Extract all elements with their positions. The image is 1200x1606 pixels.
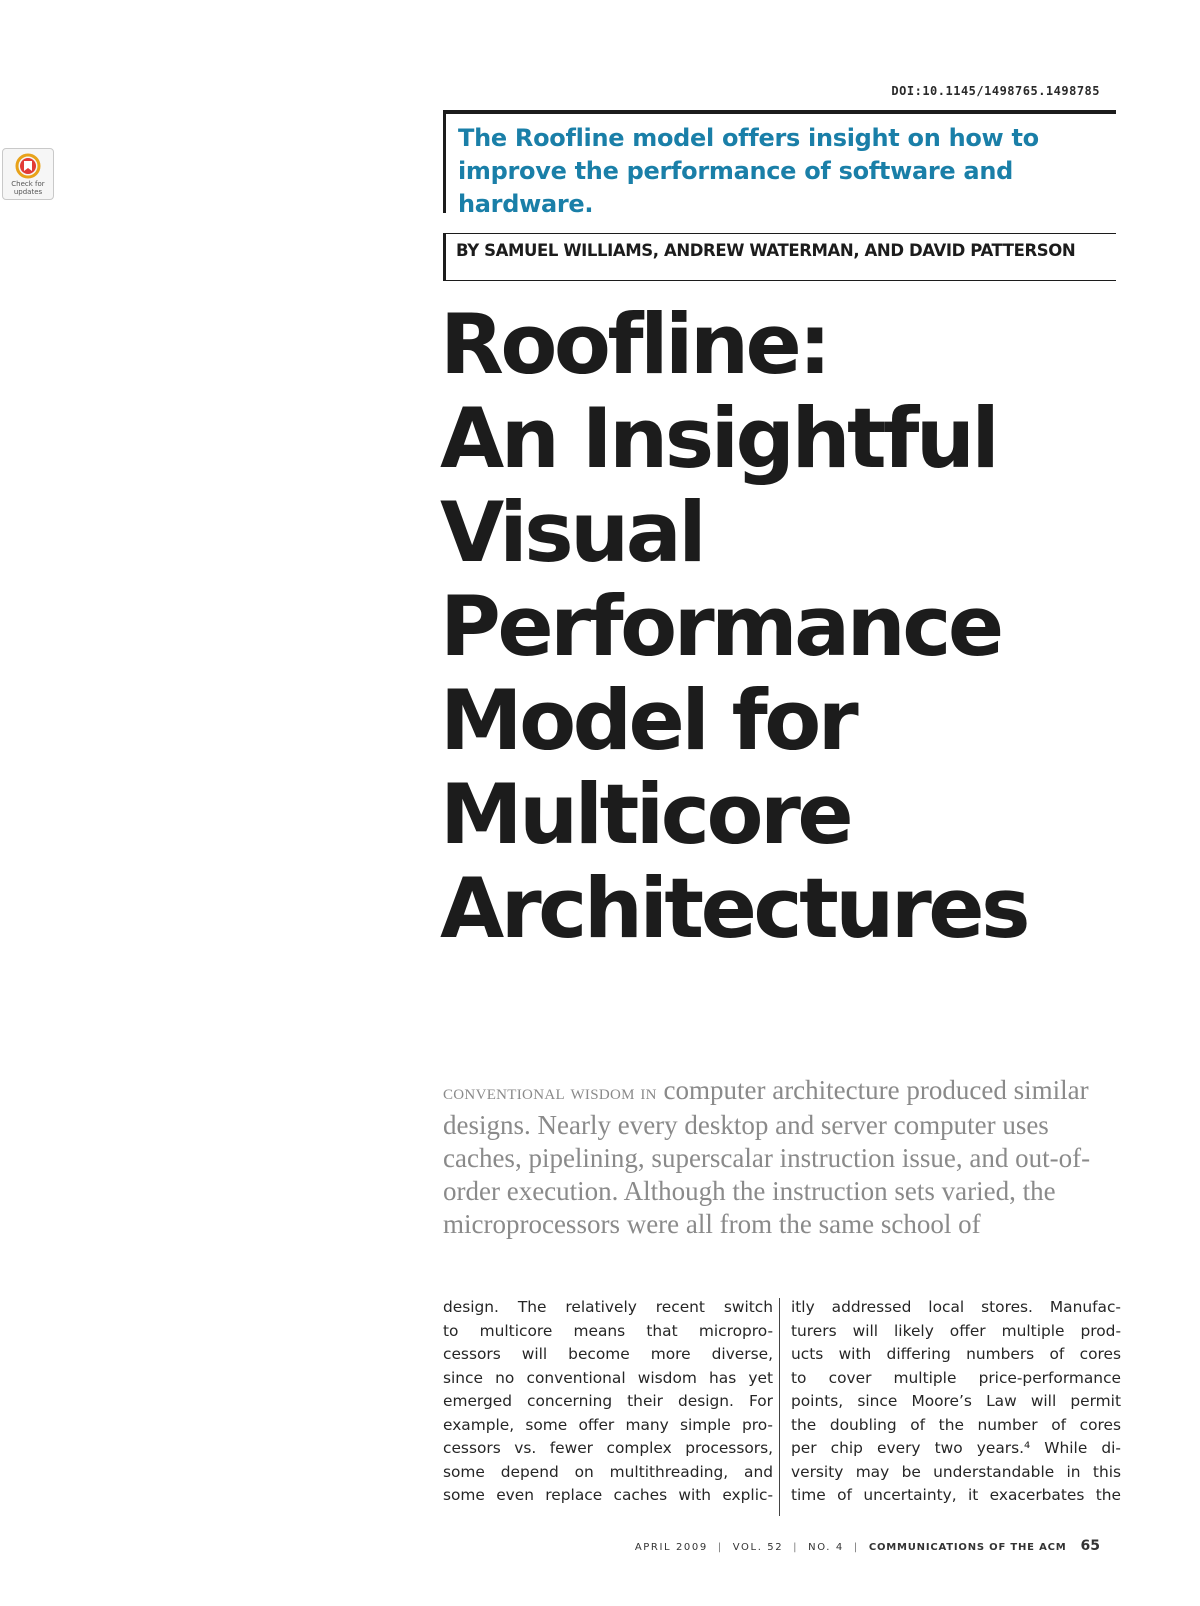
body-line: example, some offer many simple pro- — [443, 1415, 773, 1434]
body-line: since no conventional wisdom has yet — [443, 1368, 773, 1387]
body-line: emerged concerning their design. For — [443, 1392, 773, 1410]
body-line: some even replace caches with explic- — [443, 1486, 773, 1504]
lede-paragraph — [443, 1074, 1123, 1241]
footer-number: NO. 4 — [808, 1542, 844, 1553]
page-number: 65 — [1080, 1538, 1100, 1554]
footer-date: APRIL 2009 — [634, 1542, 708, 1553]
check-for-updates-icon — [15, 153, 41, 179]
body-line: turers will likely offer multiple prod- — [791, 1321, 1121, 1340]
lede-text: computer architecture produced similar designs. Nearly every desktop and server computer uses caches, pipelining, superscalar instruction issue, and out-of-order execution. Although the instruction sets varied, the microprocessors were all from the same school of — [443, 1075, 1091, 1239]
body-line: itly addressed local stores. Manufac- — [791, 1298, 1121, 1316]
title-line: An Insightful — [440, 390, 997, 487]
column-divider — [779, 1298, 780, 1516]
body-line: to multicore means that micropro- — [443, 1321, 773, 1340]
doi-label[interactable]: DOI:10.1145/1498765.1498785 — [891, 84, 1100, 98]
title-line: Multicore — [440, 766, 851, 863]
body-line: per chip every two years.⁴ While di- — [791, 1439, 1121, 1457]
title-line: Model for — [440, 672, 856, 769]
lede-lead-in: conventional wisdom in — [443, 1080, 657, 1104]
body-line: the doubling of the number of cores — [791, 1415, 1121, 1434]
title-line: Performance — [440, 578, 1001, 675]
body-line: ucts with differing numbers of cores — [791, 1345, 1121, 1363]
body-line: versity may be understandable in this — [791, 1462, 1121, 1481]
body-line: time of uncertainty, it exacerbates the — [791, 1486, 1121, 1504]
body-line: cessors vs. fewer complex processors, — [443, 1439, 773, 1457]
deck-box — [443, 110, 1116, 218]
byline-box — [443, 233, 1116, 281]
footer-volume: VOL. 52 — [732, 1542, 784, 1553]
body-line: cessors will become more diverse, — [443, 1345, 773, 1363]
body-line: to cover multiple price-performance — [791, 1368, 1121, 1387]
article-title — [440, 298, 1027, 956]
body-line: points, since Moore’s Law will permit — [791, 1392, 1121, 1410]
title-line: Visual — [440, 484, 704, 581]
article-deck: The Roofline model offers insight on how to improve the performance of software and hardware. — [458, 124, 1039, 218]
footer-separator: | — [717, 1542, 723, 1553]
check-for-updates-badge[interactable] — [2, 148, 54, 200]
title-line: Architectures — [440, 860, 1027, 957]
body-column-left — [443, 1296, 773, 1508]
footer-separator: | — [793, 1542, 799, 1553]
body-line: design. The relatively recent switch — [443, 1298, 773, 1316]
byline: BY SAMUEL WILLIAMS, ANDREW WATERMAN, AND DAVID PATTERSON — [456, 241, 1076, 260]
body-column-right — [791, 1296, 1121, 1508]
check-for-updates-label: Check for updates — [11, 180, 45, 196]
footer-separator: | — [853, 1542, 859, 1553]
body-line: some depend on multithreading, and — [443, 1462, 773, 1481]
title-line: Roofline: — [440, 296, 829, 393]
footer-magazine: COMMUNICATIONS OF THE ACM — [868, 1542, 1067, 1553]
page-footer — [635, 1538, 1100, 1554]
